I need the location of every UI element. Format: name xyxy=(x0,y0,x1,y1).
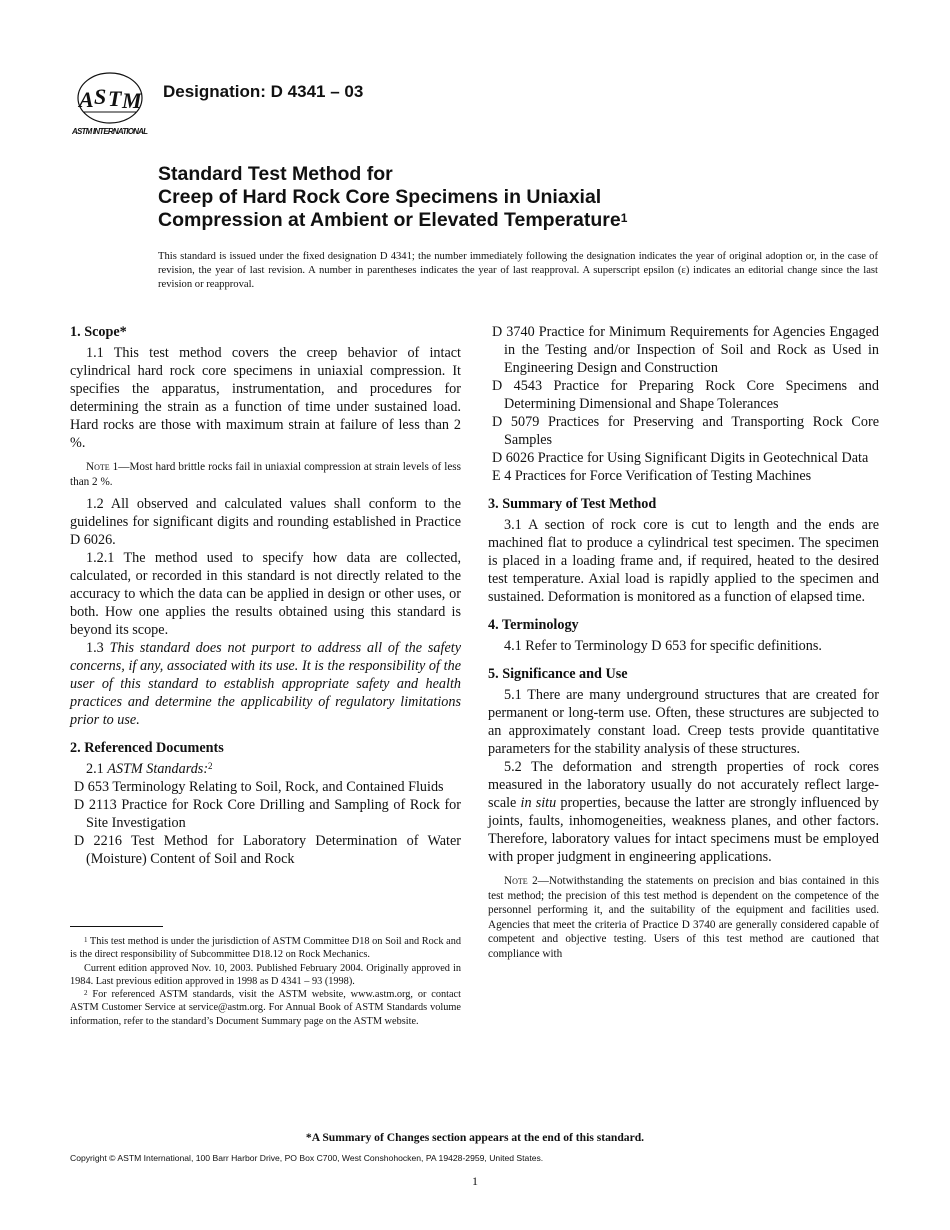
document-title xyxy=(158,163,878,232)
designation: Designation: D 4341 – 03 xyxy=(163,82,364,101)
paragraph-5-2: 5.2 The deformation and strength properties of rock cores measured in the laboratory usually do not accurately reflect large-scale in situ properties, because the latter are strongly influenced by joints, faults, inhomogeneities, weakness planes, and other factors. Therefore, laboratory values for intact specimens must be employed with proper judgment in engineering applications. xyxy=(488,759,879,865)
preamble: This standard is issued under the fixed designation D 4341; the number immediately following the designation indicates the year of original adoption or, in the case of revision, the year of last revision. A number in parentheses indicates the year of last reapproval. A superscript epsilon (ε) indicates an editorial change since the last revision or reapproval. xyxy=(158,251,878,290)
section-3-heading: 3. Summary of Test Method xyxy=(488,496,657,512)
left-column xyxy=(70,323,461,868)
reference-d653: D 653 Terminology Relating to Soil, Rock, and Contained Fluids xyxy=(74,779,444,795)
paragraph-5-1: 5.1 There are many underground structures that are created for permanent or long-term use. Often, these structures are subjected to an approximately constant load. Creep tests provide quantitative parameters for the stability analysis of these structures. xyxy=(488,687,879,757)
logo-text: ASTM INTERNATIONAL xyxy=(72,127,148,136)
title-line-3: Compression at Ambient or Elevated Temperature$^1$ xyxy=(158,209,628,231)
reference-d4543: D 4543 Practice for Preparing Rock Core Specimens and Determining Dimensional and Shape Tolerances xyxy=(492,378,879,412)
reference-e4: E 4 Practices for Force Verification of Testing Machines xyxy=(492,468,812,484)
astm-logo xyxy=(70,70,150,140)
title-footnote-mark: 1 xyxy=(620,211,628,225)
footnote-1: $^1$ This test method is under the jurisdiction of ASTM Committee D18 on Soil and Rock and is the direct responsibility of Subcommittee D18.12 on Rock Mechanics. xyxy=(70,936,461,961)
footnote-divider xyxy=(70,926,163,927)
paragraph-1-2: 1.2 All observed and calculated values shall conform to the guidelines for significant digits and rounding established in Practice D 6026. xyxy=(70,496,461,548)
reference-d6026: D 6026 Practice for Using Significant Digits in Geotechnical Data xyxy=(492,450,869,466)
page-number: 1 xyxy=(472,1174,478,1188)
title-line-1: Standard Test Method for xyxy=(158,163,393,185)
section-2-heading: 2. Referenced Documents xyxy=(70,740,224,756)
paragraph-1-1: 1.1 This test method covers the creep behavior of intact cylindrical hard rock core specimens in uniaxial compression. It specifies the apparatus, instrumentation, and procedures for determining the strain as a function of time under sustained load. Hard rocks are those with maximum strain at failure of less than 2 %. xyxy=(70,345,461,451)
right-column xyxy=(488,323,879,967)
paragraph-4-1: 4.1 Refer to Terminology D 653 for specific definitions. xyxy=(504,638,822,654)
paragraph-1-3: 1.3 This standard does not purport to address all of the safety concerns, if any, associated with its use. It is the responsibility of the user of this standard to establish appropriate safety and health practices and determine the applicability of regulatory limitations prior to use. xyxy=(70,640,462,728)
reference-d3740: D 3740 Practice for Minimum Requirements for Agencies Engaged in the Testing and/or Inspection of Soil and Rock as Used in Engineering Design and Construction xyxy=(492,324,879,376)
title-line-2: Creep of Hard Rock Core Specimens in Uniaxial xyxy=(158,186,602,208)
reference-d2113: D 2113 Practice for Rock Core Drilling and Sampling of Rock for Site Investigation xyxy=(74,797,461,831)
footnote-1-edition: Current edition approved Nov. 10, 2003. Published February 2004. Originally approved in 1984. Last previous edition approved in 1998 as D 4341 – 93 (1998). xyxy=(70,962,461,987)
footnote-2: $^2$ For referenced ASTM standards, visit the ASTM website, www.astm.org, or contact ASTM Customer Service at service@astm.org. For Annual Book of ASTM Standards volume information, refer to the standard’s Document Summary page on the ASTM website. xyxy=(70,989,461,1027)
section-1-heading: 1. Scope* xyxy=(70,324,127,340)
section-5-heading: 5. Significance and Use xyxy=(488,666,628,682)
note-2: Note 2—Notwithstanding the statements on precision and bias contained in this test method; the precision of this test method is dependent on the competence of the personnel performing it, and the suitability of the equipment and facilities used. Agencies that meet the criteria of Practice D 3740 are generally considered capable of competent and objective testing. Users of this test method are cautioned that compliance with xyxy=(488,875,879,960)
note-1: Note 1—Most hard brittle rocks fail in uniaxial compression at strain levels of less than 2 %. xyxy=(70,461,461,488)
footnotes xyxy=(70,935,461,1028)
reference-d5079: D 5079 Practices for Preserving and Transporting Rock Core Samples xyxy=(492,414,879,448)
paragraph-2-1: 2.1 ASTM Standards:$^2$ xyxy=(86,761,213,777)
summary-of-changes-note: *A Summary of Changes section appears at the end of this standard. xyxy=(305,1131,645,1144)
copyright: Copyright © ASTM International, 100 Barr Harbor Drive, PO Box C700, West Conshohocken, PA 19428-2959, United States. xyxy=(70,1153,544,1163)
svg-text:A: A xyxy=(79,87,94,112)
svg-text:T: T xyxy=(108,86,122,111)
paragraph-1-2-1: 1.2.1 The method used to specify how data are collected, calculated, or recorded in this standard is not directly related to the accuracy to which the data can be applied in design or other uses, or both. How one applies the results obtained using this standard is beyond its scope. xyxy=(70,550,461,638)
section-4-heading: 4. Terminology xyxy=(488,617,579,633)
svg-text:S: S xyxy=(94,84,107,109)
paragraph-3-1: 3.1 A section of rock core is cut to length and the ends are machined flat to produce a cylindrical test specimen. The specimen is placed in a loading frame and, if required, heated to the desired test temperature. Axial load is rapidly applied to the specimen and sustained. Deformation is monitored as a function of elapsed time. xyxy=(488,517,879,605)
reference-d2216: D 2216 Test Method for Laboratory Determination of Water (Moisture) Content of Soil and Rock xyxy=(74,833,461,867)
svg-text:M: M xyxy=(122,88,142,113)
